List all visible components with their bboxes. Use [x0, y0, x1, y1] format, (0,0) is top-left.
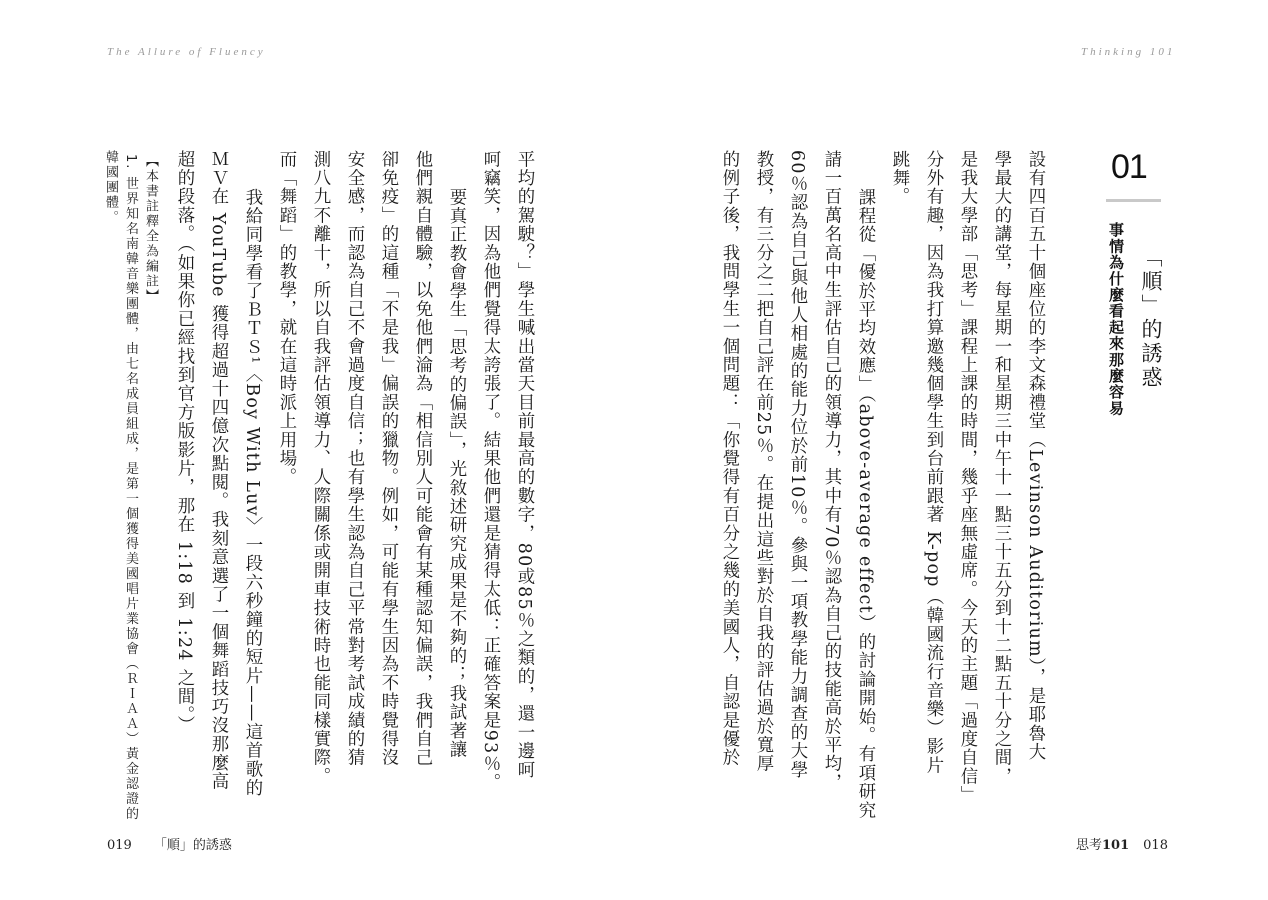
right-page-column: 課程從「優於平均效應」（above-average effect）的討論開始。有項研究 [855, 188, 875, 820]
chapter-title: 「順」的誘惑 [1139, 246, 1163, 390]
right-page-column: 請一百萬名高中生評估自己的領導力，其中有70％認為自己的技能高於平均， [821, 150, 841, 792]
left-page-column: 超的段落。（如果你已經找到官方版影片，那在 1:18 到 1:24 之間。） [174, 150, 194, 735]
right-page-column: 是我大學部「思考」課程上課的時間，幾乎座無虛席。今天的主題「過度自信」 [957, 150, 977, 805]
right-page-column: 分外有趣，因為我打算邀幾個學生到台前跟著 K-pop（韓國流行音樂）影片 [923, 150, 943, 775]
left-footer-title: 「順」的誘惑 [153, 838, 232, 853]
footnote-header: 【本書註釋全為編註】 [143, 154, 158, 304]
chapter-subtitle: 事情為什麼看起來那麼容易 [1107, 222, 1125, 417]
right-page-column: 60％認為自己與他人相處的能力位於前10％。參與一項教學能力調查的大學 [787, 150, 807, 780]
right-footer [1076, 834, 1168, 853]
left-page-column: 測八九不離十，所以自我評估領導力、人際關係或開車技術時也能同樣實際。 [310, 150, 330, 786]
running-head-left: The Allure of Fluency [107, 46, 266, 58]
right-page-column: 跳舞。 [889, 150, 909, 207]
chapter-divider [1106, 199, 1161, 202]
left-page-column: 他們親自體驗，以免他們淪為「相信別人可能會有某種認知偏誤，我們自己 [412, 150, 432, 768]
left-page-column: 要真正教會學生「思考的偏誤」，光敘述研究成果是不夠的；我試著讓 [446, 188, 466, 759]
left-footer [107, 834, 232, 853]
right-page-number: 018 [1143, 838, 1168, 853]
left-page-column: 平均的駕駛？」學生喊出當天目前最高的數字，80或85％之類的，還一邊呵 [514, 150, 534, 780]
left-page-column: ＭＶ在 YouTube 獲得超過十四億次點閱。我刻意選了一個舞蹈技巧沒那麼高 [208, 150, 228, 791]
chapter-number: 01 [1111, 148, 1147, 186]
left-page-column: 呵竊笑，因為他們覺得太誇張了。結果他們還是猜得太低：正確答案是93％。 [480, 150, 500, 792]
left-page-column: 卻免疫」的這種「不是我」偏誤的獵物。例如，可能有學生因為不時覺得沒 [378, 150, 398, 768]
right-footer-book-number: 101 [1102, 838, 1130, 853]
footnote-item: 韓國團體。 [103, 150, 118, 225]
left-page-column: 我給同學看了ＢＴＳ¹〈Boy With Luv〉一段六秒鐘的短片——這首歌的 [242, 188, 262, 798]
left-page-column: 而「舞蹈」的教學，就在這時派上用場。 [276, 150, 296, 487]
right-page-column: 設有四百五十個座位的李文森禮堂（Levinson Auditorium），是耶魯大 [1025, 150, 1045, 762]
running-head-right: Thinking 101 [1081, 46, 1176, 58]
right-page-column: 的例子後，我問學生一個問題：「你覺得有百分之幾的美國人，自認是優於 [719, 150, 739, 768]
left-page-column: 安全感，而認為自己不會過度自信；也有學生認為自己平常對考試成績的猜 [344, 150, 364, 768]
right-page-column: 教授，有三分之二把自己評在前25％。在提出這些對於自我的評估過於寬厚 [753, 150, 773, 774]
left-page-number: 019 [107, 838, 132, 853]
right-page-column: 學最大的講堂，每星期一和星期三中午十一點三十五分到十二點五十分之間， [991, 150, 1011, 786]
right-footer-book-title: 思考 [1076, 838, 1103, 853]
footnote-item: 1. 世界知名南韓音樂團體，由七名成員組成，是第一個獲得美國唱片業協會（ＲＩＡＡ）黃金認證的 [123, 154, 138, 822]
